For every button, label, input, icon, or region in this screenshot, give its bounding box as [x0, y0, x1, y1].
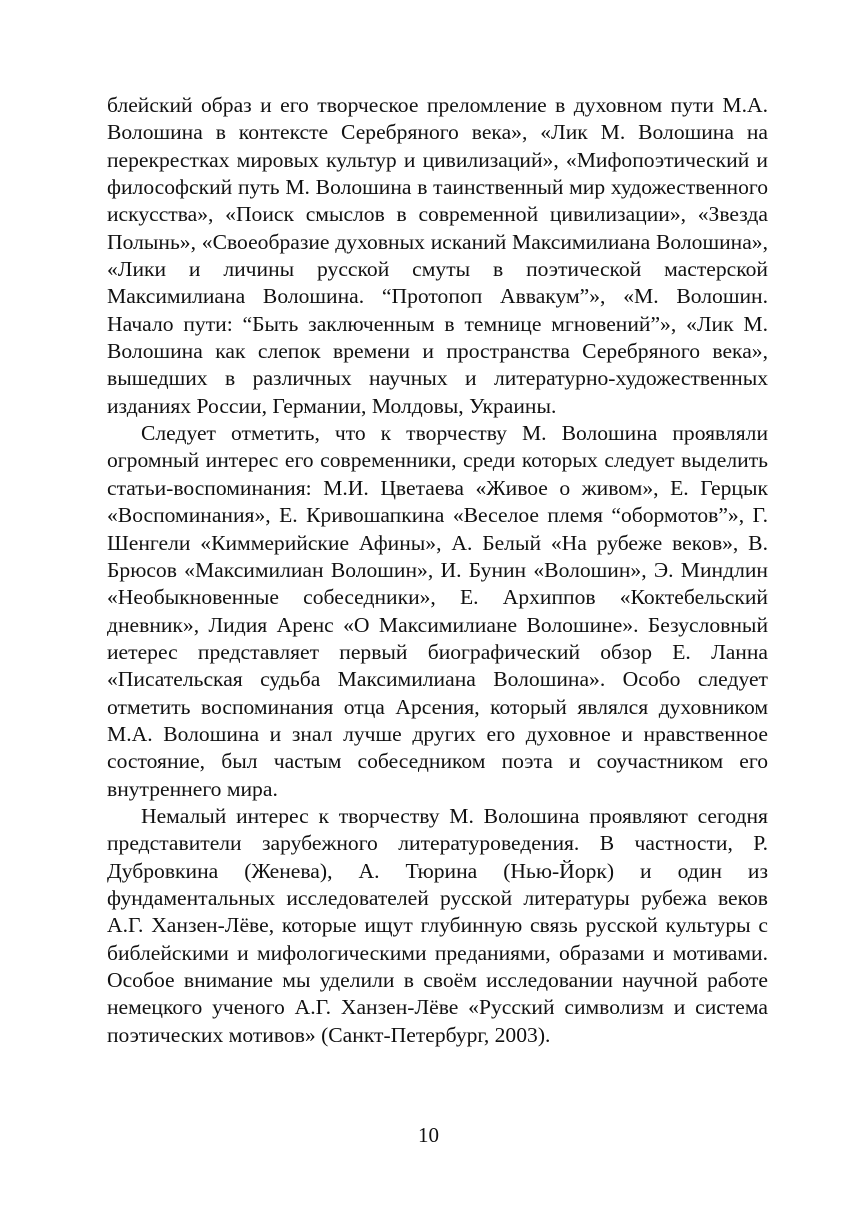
paragraph-foreign-scholarship: Немалый интерес к творчеству М. Волошина проявляют сегодня представители зарубежного литературоведения. В частности, Р. Дубровкина (Женева), А. Тюрина (Нью-Йорк) и один из фундаментальных исследователей русской литературы рубежа веков А.Г. Ханзен-Лёве, которые ищут глубинную связь русской культуры с библейскими и мифологическими преданиями, образами и мотивами. Особое внимание мы уделили в своём исследовании научной работе немецкого ученого А.Г. Ханзен-Лёве «Русский символизм и система поэтических мотивов» (Санкт-Петербург, 2003).	[107, 803, 768, 1047]
paragraph-continuation: блейский образ и его творческое преломление в духовном пути М.А. Волошина в контексте Серебряного века», «Лик М. Волошина на перекрестках мировых культур и цивилизаций», «Мифопоэтический и философский путь М. Волошина в таинственный мир художественного искусства», «Поиск смыслов в современной цивилизации», «Звезда Полынь», «Своеобразие духовных исканий Максимилиана Волошина», «Лики и личины русской смуты в поэтической мастерской Максимилиана Волошина. “Протопоп Аввакум”», «М. Волошин. Начало пути: “Быть заключенным в темнице мгновений”», «Лик М. Волошина как слепок времени и пространства Серебряного века», вышедших в различных научных и литературно-художественных изданиях России, Германии, Молдовы, Украины.	[107, 93, 768, 418]
page-body	[107, 92, 768, 1049]
page-number: 10	[418, 1123, 439, 1147]
paragraph-contemporaries: Следует отметить, что к творчеству М. Волошина проявляли огромный интерес его современники, среди которых следует выделить статьи-воспоминания: М.И. Цветаева «Живое о живом», Е. Герцык «Воспоминания», Е. Кривошапкина «Веселое племя “обормотов”», Г. Шенгели «Киммерийские Афины», А. Белый «На рубеже веков», В. Брюсов «Максимилиан Волошин», И. Бунин «Волошин», Э. Миндлин «Необыкновенные собеседники», Е. Архиппов «Коктебельский дневник», Лидия Аренс «О Максимилиане Волошине». Безусловный иетерес представляет первый биографический обзор Е. Ланна «Писательская судьба Максимилиана Волошина». Особо следует отметить воспоминания отца Арсения, который являлся духовником М.А. Волошина и знал лучше других его духовное и нравственное состояние, был частым собеседником поэта и соучастником его внутреннего мира.	[107, 421, 768, 801]
